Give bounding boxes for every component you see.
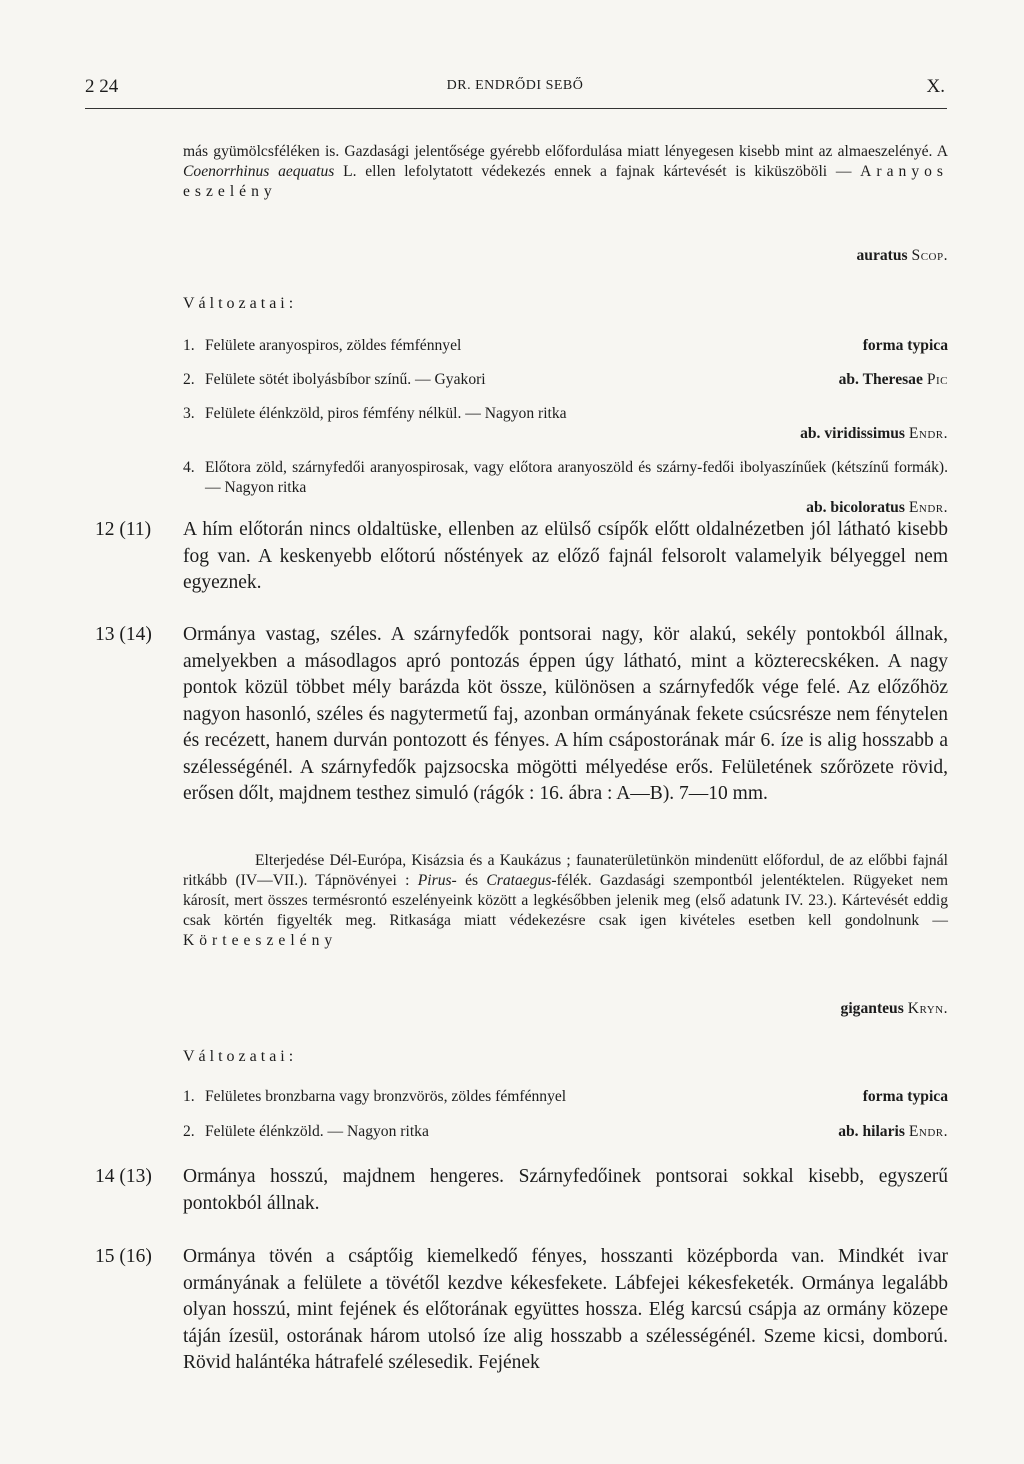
key-entry — [95, 1164, 948, 1217]
species-author-2: Kryn. — [907, 1000, 948, 1017]
key-number: 12 (11) — [95, 519, 152, 540]
variant-row — [183, 404, 948, 444]
running-header — [85, 74, 945, 102]
variant-name-text: ab. bicoloratus — [806, 499, 905, 516]
variant-text: Felülete élénkzöld. — Nagyon ritka — [205, 1123, 429, 1140]
variant-name — [183, 498, 948, 518]
key-text: Ormánya tövén a csáptőig kiemelkedő fényes, hosszanti középborda van. Mindkét ivar ormányának a felülete a tövétől kezdve kékesfekete. Lábfejei kékesfeketék. Ormánya legalább olyan hosszú, mint fejének és előtorának együttes hossza. Elég karcsú csápja az ormány közepe táján ízesül, ostorának három utolsó íze alig hosszabb a szélességénél. Szeme kicsi, domború. Rövid halántéka hátrafelé szélesedik. Fejének — [183, 1246, 948, 1373]
variant-row — [183, 1122, 948, 1142]
intro-text-2: L. ellen lefolytatott védekezés ennek a fajnak kártevését is kiküszöböli — — [334, 163, 861, 180]
variant-number: 2. — [183, 1123, 195, 1140]
common-name-2: Körteeszelény — [183, 932, 338, 949]
variant-row — [183, 336, 948, 356]
species-author: Scop. — [911, 247, 948, 264]
variant-number: 1. — [183, 1088, 195, 1105]
section-number: X. — [926, 76, 945, 97]
page-number: 2 24 — [85, 76, 119, 97]
variant-author: Pic — [926, 371, 948, 388]
plant-italic-2: Crataegus — [486, 872, 552, 889]
common-name: Aranyos eszelény — [183, 163, 948, 200]
variant-number: 1. — [183, 337, 195, 354]
variant-name — [183, 424, 948, 444]
variant-text: Felülete élénkzöld, piros fémfény nélkül. — Nagyon ritka — [205, 405, 567, 422]
distribution-paragraph — [183, 851, 948, 951]
intro-species-italic: Coenorrhinus aequatus — [183, 163, 335, 180]
variant-name — [838, 1122, 948, 1142]
key-text: A hím előtorán nincs oldaltüske, ellenben az elülső csípők előtt oldalnézetben jól látható kisebb fog van. A keskenyebb előtorú nőstények az előző fajnál felsorolt valamelyik bélyeggel nem egyeznek. — [183, 519, 948, 593]
variant-name-text: forma typica — [862, 1088, 948, 1105]
variant-text: Felülete aranyospiros, zöldes fémfénnyel — [205, 337, 462, 354]
variants-heading: Változatai: — [183, 295, 298, 312]
variant-name — [863, 336, 948, 356]
running-author: DR. ENDRŐDI SEBŐ — [446, 78, 584, 93]
key-text: Ormánya hosszú, majdnem hengeres. Szárnyfedőinek pontsorai sokkal kisebb, egyszerű pontokból állnak. — [183, 1166, 948, 1214]
variant-author: Endr. — [908, 1123, 948, 1140]
variant-name-text: ab. viridissimus — [800, 425, 905, 442]
key-number: 14 (13) — [95, 1166, 152, 1187]
variant-row — [183, 1087, 948, 1107]
species-epithet: auratus — [856, 247, 908, 264]
key-number: 15 (16) — [95, 1246, 152, 1267]
species-name — [856, 247, 948, 265]
variant-text: Felületes bronzbarna vagy bronzvörös, zöldes fémfénnyel — [205, 1088, 567, 1105]
variant-name — [863, 1087, 948, 1107]
variant-number: 3. — [183, 405, 195, 422]
variant-text: Felülete sötét ibolyásbíbor színű. — Gyakori — [205, 371, 486, 388]
key-entry — [95, 517, 948, 597]
variant-author: Endr. — [908, 425, 948, 442]
variant-name-text: ab. Theresae — [838, 371, 923, 388]
variant-row — [183, 458, 948, 518]
key-text: Ormánya vastag, széles. A szárnyfedők pontsorai nagy, kör alakú, sekély pontokból állnak, amelyekben a másodlagos apró pontozás éppen úgy látható, mint a közterecskéken. A nagy pontok közül többet mély barázda köt össze, különösen a szárnyfedők vége felé. Az előzőhöz nagyon hasonló, széles és nagytermetű faj, azonban ormányának fekete csúcsrésze nem fénytelen és recézett, hanem durván pontozott és fényes. A hím csápostorának már 6. íze is alig hosszabb a szélességénél. A szárnyfedők pajzsocska mögötti mélyedése erős. Felületének szőrözete rövid, erősen dőlt, majdnem testhez simuló (rágók : 16. ábra : A—B). 7—10 mm. — [183, 624, 948, 804]
variant-number: 2. — [183, 371, 195, 388]
header-rule — [85, 108, 947, 109]
species-name-2 — [841, 1000, 948, 1018]
species-epithet-2: giganteus — [840, 1000, 904, 1017]
variant-row — [183, 370, 948, 390]
distribution-text: Elterjedése Dél-Európa, Kisázsia és a Kaukázus ; faunaterületünkön mindenütt előfordul, de az előbbi fajnál ritkább (IV—VII.). Tápnövényei : — [183, 852, 948, 889]
variant-name — [839, 370, 948, 390]
variant-name-text: ab. hilaris — [838, 1123, 905, 1140]
variants-heading-2: Változatai: — [183, 1048, 298, 1065]
distribution-text-3: -félék. Gazdasági szempontból jelentéktelen. Rügyeket nem károsít, mert összes termésrontó eszelényeink között a legkésőbben jelenik meg (első adatunk IV. 23.). Kártevését eddig csak körtén figyelték meg. Ritkasága miatt védekezésre csak igen kivételes esetben kell gondolnunk — — [183, 872, 948, 929]
key-entry — [95, 622, 948, 808]
intro-paragraph — [183, 142, 948, 202]
key-number: 13 (14) — [95, 624, 152, 645]
variant-text: Előtora zöld, szárnyfedői aranyospirosak, vagy előtora aranyoszöld és szárny-fedői ibolyaszínűek (kétszínű formák). — Nagyon ritka — [205, 459, 948, 496]
variant-author: Endr. — [908, 499, 948, 516]
distribution-text-2: és — [456, 872, 487, 889]
plant-italic: Pirus- — [417, 872, 457, 889]
intro-text: más gyümölcsféléken is. Gazdasági jelentősége gyérebb előfordulása miatt lényegesen kisebb mint az almaeszelényé. A — [183, 143, 948, 160]
variant-name-text: forma typica — [862, 337, 948, 354]
variant-number: 4. — [183, 459, 195, 476]
key-entry — [95, 1244, 948, 1377]
